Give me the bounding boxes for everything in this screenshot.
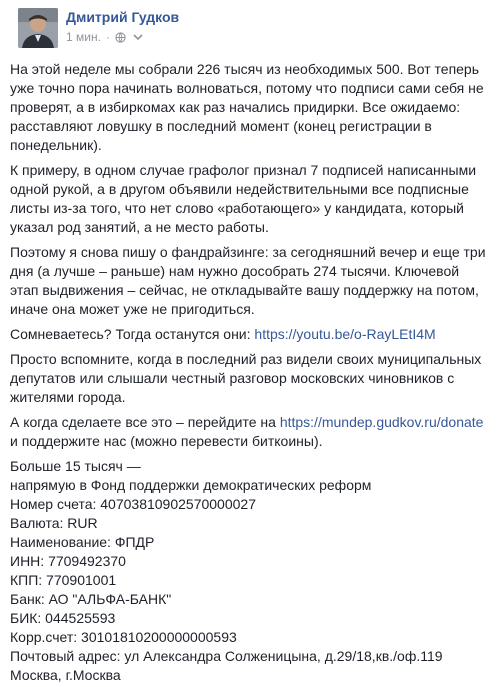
details-line: Номер счета: 40703810902570000027 [10, 496, 256, 512]
globe-icon [115, 32, 126, 43]
paragraph-6-text-a: А когда сделаете все это – перейдите на [10, 414, 280, 430]
meta-separator: · [105, 30, 110, 44]
details-line: ИНН: 7709492370 [10, 553, 126, 569]
details-line: Наименование: ФПДР [10, 534, 155, 550]
details-line: БИК: 044525593 [10, 610, 116, 626]
chevron-down-icon[interactable] [132, 31, 144, 43]
paragraph-6 [10, 413, 490, 451]
paragraph-6-text-b: и поддержите нас (можно перевести биткоины). [10, 433, 323, 449]
paragraph-4 [10, 325, 490, 344]
details-line: Корр.счет: 30101810200000000593 [10, 629, 237, 645]
youtube-link[interactable]: https://youtu.be/o-RayLEtI4M [254, 326, 436, 342]
post-meta [66, 30, 144, 44]
details-line: КПП: 770901001 [10, 572, 117, 588]
avatar[interactable] [18, 8, 58, 48]
details-line: Москва, г.Москва [10, 667, 121, 683]
donate-link[interactable]: https://mundep.gudkov.ru/donate [279, 414, 484, 430]
details-line: Больше 15 тысяч — [10, 458, 141, 474]
details-line: Валюта: RUR [10, 515, 98, 531]
paragraph-1: На этой неделе мы собрали 226 тысяч из необходимых 500. Вот теперь уже точно пора начинать волноваться, потому что подписи сами себя не проверят, а в избиркомах как раз начались придирки. Все ожидаемо: расставляют ловушку в последний момент (конец регистрации в понедельник). [10, 61, 484, 153]
paragraph-3: Поэтому я снова пишу о фандрайзинге: за сегодняшний вечер и еще три дня (а лучше – раньше) нам нужно дособрать 274 тысячи. Ключевой этап выдвижения – сейчас, не откладывайте вашу поддержку на потом, иначе она может уже не пригодиться. [10, 244, 486, 317]
author-name[interactable]: Дмитрий Гудков [66, 9, 180, 25]
details-line: напрямую в Фонд поддержки демократических реформ [10, 477, 372, 493]
details-line: Почтовый адрес: ул Александра Солженицына, д.29/18,кв./оф.119 [10, 648, 443, 664]
details-line: Банк: АО "АЛЬФА-БАНК" [10, 591, 172, 607]
post-body [8, 52, 492, 685]
paragraph-2: К примеру, в одном случае графолог признал 7 подписей написанными одной рукой, а в другом объявили недействительными все подписные листы из-за того, что нет слово «работающего» у кандидата, который указал род занятий, а не место работы. [10, 162, 477, 235]
paragraph-4-text: Сомневаетесь? Тогда останутся они: [10, 326, 255, 342]
paragraph-5: Просто вспомните, когда в последний раз видели своих муниципальных депутатов или слышали честный разговор московских чиновников с жителями города. [10, 351, 482, 405]
bank-details [10, 457, 490, 685]
post-header [8, 0, 492, 52]
post-time[interactable]: 1 мин. [66, 30, 101, 44]
